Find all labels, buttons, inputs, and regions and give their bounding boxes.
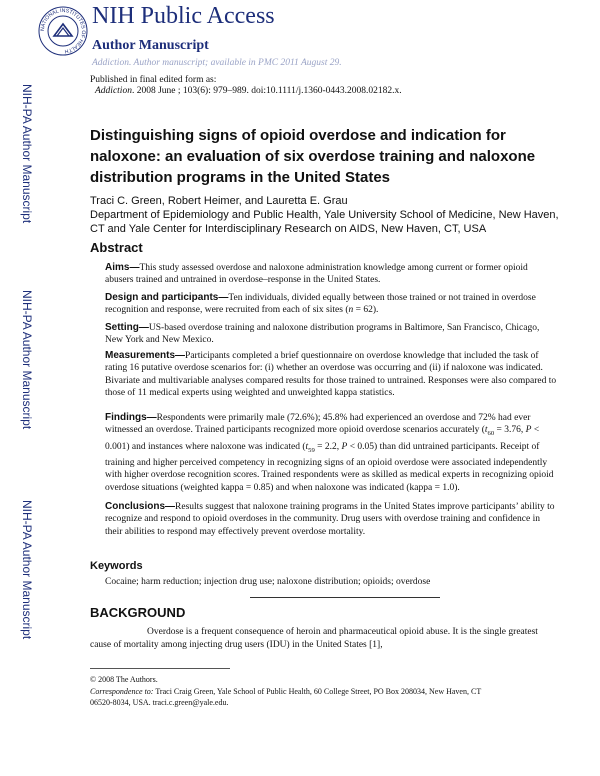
design-text: Ten individuals, divided equally between those trained or not trained in overdose recognition and response, were recruited from each of six sites ( — [105, 293, 536, 316]
findings-stat-t1: t — [484, 425, 488, 436]
aims-text: This study assessed overdose and naloxone administration knowledge among current or former opioid abusers trained and untrained in overdose–response in the United States. — [105, 263, 528, 286]
findings-stat-t1-df: 60 — [487, 430, 495, 438]
svg-text:NATIONAL INSTITUTES OF HEALTH — [40, 8, 86, 54]
findings-stat-p2: P — [341, 441, 348, 452]
abstract-design — [105, 292, 557, 317]
correspondence-label: Correspondence to: — [90, 687, 154, 696]
published-line: Published in final edited form as: — [90, 75, 217, 85]
abstract-heading: Abstract — [90, 240, 143, 255]
journal-name: Addiction — [95, 86, 132, 96]
measurements-label: Measurements— — [105, 350, 186, 361]
logo-ring-text: NATIONAL INSTITUTES OF HEALTH — [39, 7, 87, 54]
nih-logo — [38, 6, 88, 56]
findings-label: Findings— — [105, 412, 157, 423]
design-text-end: = 62). — [353, 305, 379, 316]
correspondence-note — [90, 687, 490, 708]
abstract-aims — [105, 262, 557, 287]
setting-label: Setting— — [105, 322, 149, 333]
article-title: Distinguishing signs of opioid overdose and indication for naloxone: an evaluation of six overdose training and naloxone distribution programs in the United States — [90, 127, 536, 186]
findings-text-2: = 3.76, — [494, 425, 526, 436]
design-label: Design and participants— — [105, 292, 229, 303]
background-heading: BACKGROUND — [90, 605, 186, 620]
citation — [95, 86, 402, 96]
background-text: Overdose is a frequent consequence of heroin and pharmaceutical opioid abuse. It is the single greatest cause of mortality among injecting drug users (IDU) in the United States [1], — [90, 627, 538, 650]
sidebar-label-bottom: NIH-PA Author Manuscript — [20, 500, 34, 640]
findings-stat-p1: P — [525, 425, 532, 436]
author-manuscript-label: Author Manuscript — [92, 38, 209, 53]
findings-text-5: < 0.05) than did untrained participants. Receipt of training and higher perceived competency in recognizing signs of an opioid overdose were associated independently with higher overdose recognition scores. Trained respondents were as skilled as medical experts in recognizing opioid overdose situations (weighted kappa = 0.85) and when naloxone was indicated (kappa = 1.0). — [105, 441, 554, 493]
availability-watermark: Addiction. Author manuscript; available in PMC 2011 August 29. — [92, 58, 342, 68]
findings-stat-t2: t — [305, 441, 309, 452]
footnote-divider — [90, 668, 230, 669]
setting-text: US-based overdose training and naloxone distribution programs in Baltimore, San Francisco, Chicago, New York and New Mexico. — [105, 323, 540, 346]
sidebar-label-middle: NIH-PA Author Manuscript — [20, 290, 34, 430]
conclusions-text: Results suggest that naloxone training programs in the United States improve participants’ ability to recognize and respond to opioid overdoses in the community. Drug users with overdose training and confidence in their abilities to respond may effectively prevent overdose mortality. — [105, 502, 555, 537]
abstract-findings — [105, 412, 557, 494]
correspondence-text: Traci Craig Green, Yale School of Public Health, 60 College Street, PO Box 208034, New Haven, CT 06520-8034, USA. traci.c.green@yale.edu. — [90, 687, 482, 707]
aims-label: Aims— — [105, 262, 140, 273]
conclusions-label: Conclusions— — [105, 501, 176, 512]
citation-details: . 2008 June ; 103(6): 979–989. doi:10.1111/j.1360-0443.2008.02182.x. — [131, 86, 402, 96]
title-block — [90, 125, 560, 188]
findings-text-4: = 2.2, — [314, 441, 342, 452]
abstract-setting — [105, 322, 557, 347]
keywords-list: Cocaine; harm reduction; injection drug use; naloxone distribution; opioids; overdose — [105, 577, 431, 587]
design-n: n — [348, 305, 354, 316]
findings-text-1: Respondents were primarily male (72.6%); 45.8% had experienced an overdose and 72% had ever witnessed an overdose. Trained participants recognized more opioid overdose scenarios accurately ( — [105, 413, 531, 436]
affiliation: Department of Epidemiology and Public Health, Yale University School of Medicine, New Haven, CT and Yale Center for Interdisciplinary Research on AIDS, New Haven, CT, USA — [90, 209, 559, 235]
measurements-text: Participants completed a brief questionnaire on overdose knowledge that included the task of rating 16 putative overdose scenarios for: (i) whether an overdose was occurring and (ii) if naloxone was indicated. Bivariate and multivariable analyses compared results for those trained to untrained. Responses were also compared to those of 11 medical experts using weighted and unweighted kappa statistics. — [105, 351, 557, 399]
keywords-heading: Keywords — [90, 560, 143, 572]
copyright-note: © 2008 The Authors. — [90, 675, 158, 684]
abstract-measurements — [105, 350, 557, 400]
keywords-divider — [250, 597, 440, 598]
sidebar-label-top: NIH-PA Author Manuscript — [20, 84, 34, 224]
authors: Traci C. Green, Robert Heimer, and Lauretta E. Grau — [90, 195, 348, 207]
abstract-conclusions — [105, 501, 557, 538]
nih-public-access-title: NIH Public Access — [92, 3, 275, 29]
findings-text-3: < 0.001) and instances where naloxone was indicated ( — [105, 425, 540, 452]
findings-stat-t2-df: 59 — [308, 446, 315, 454]
